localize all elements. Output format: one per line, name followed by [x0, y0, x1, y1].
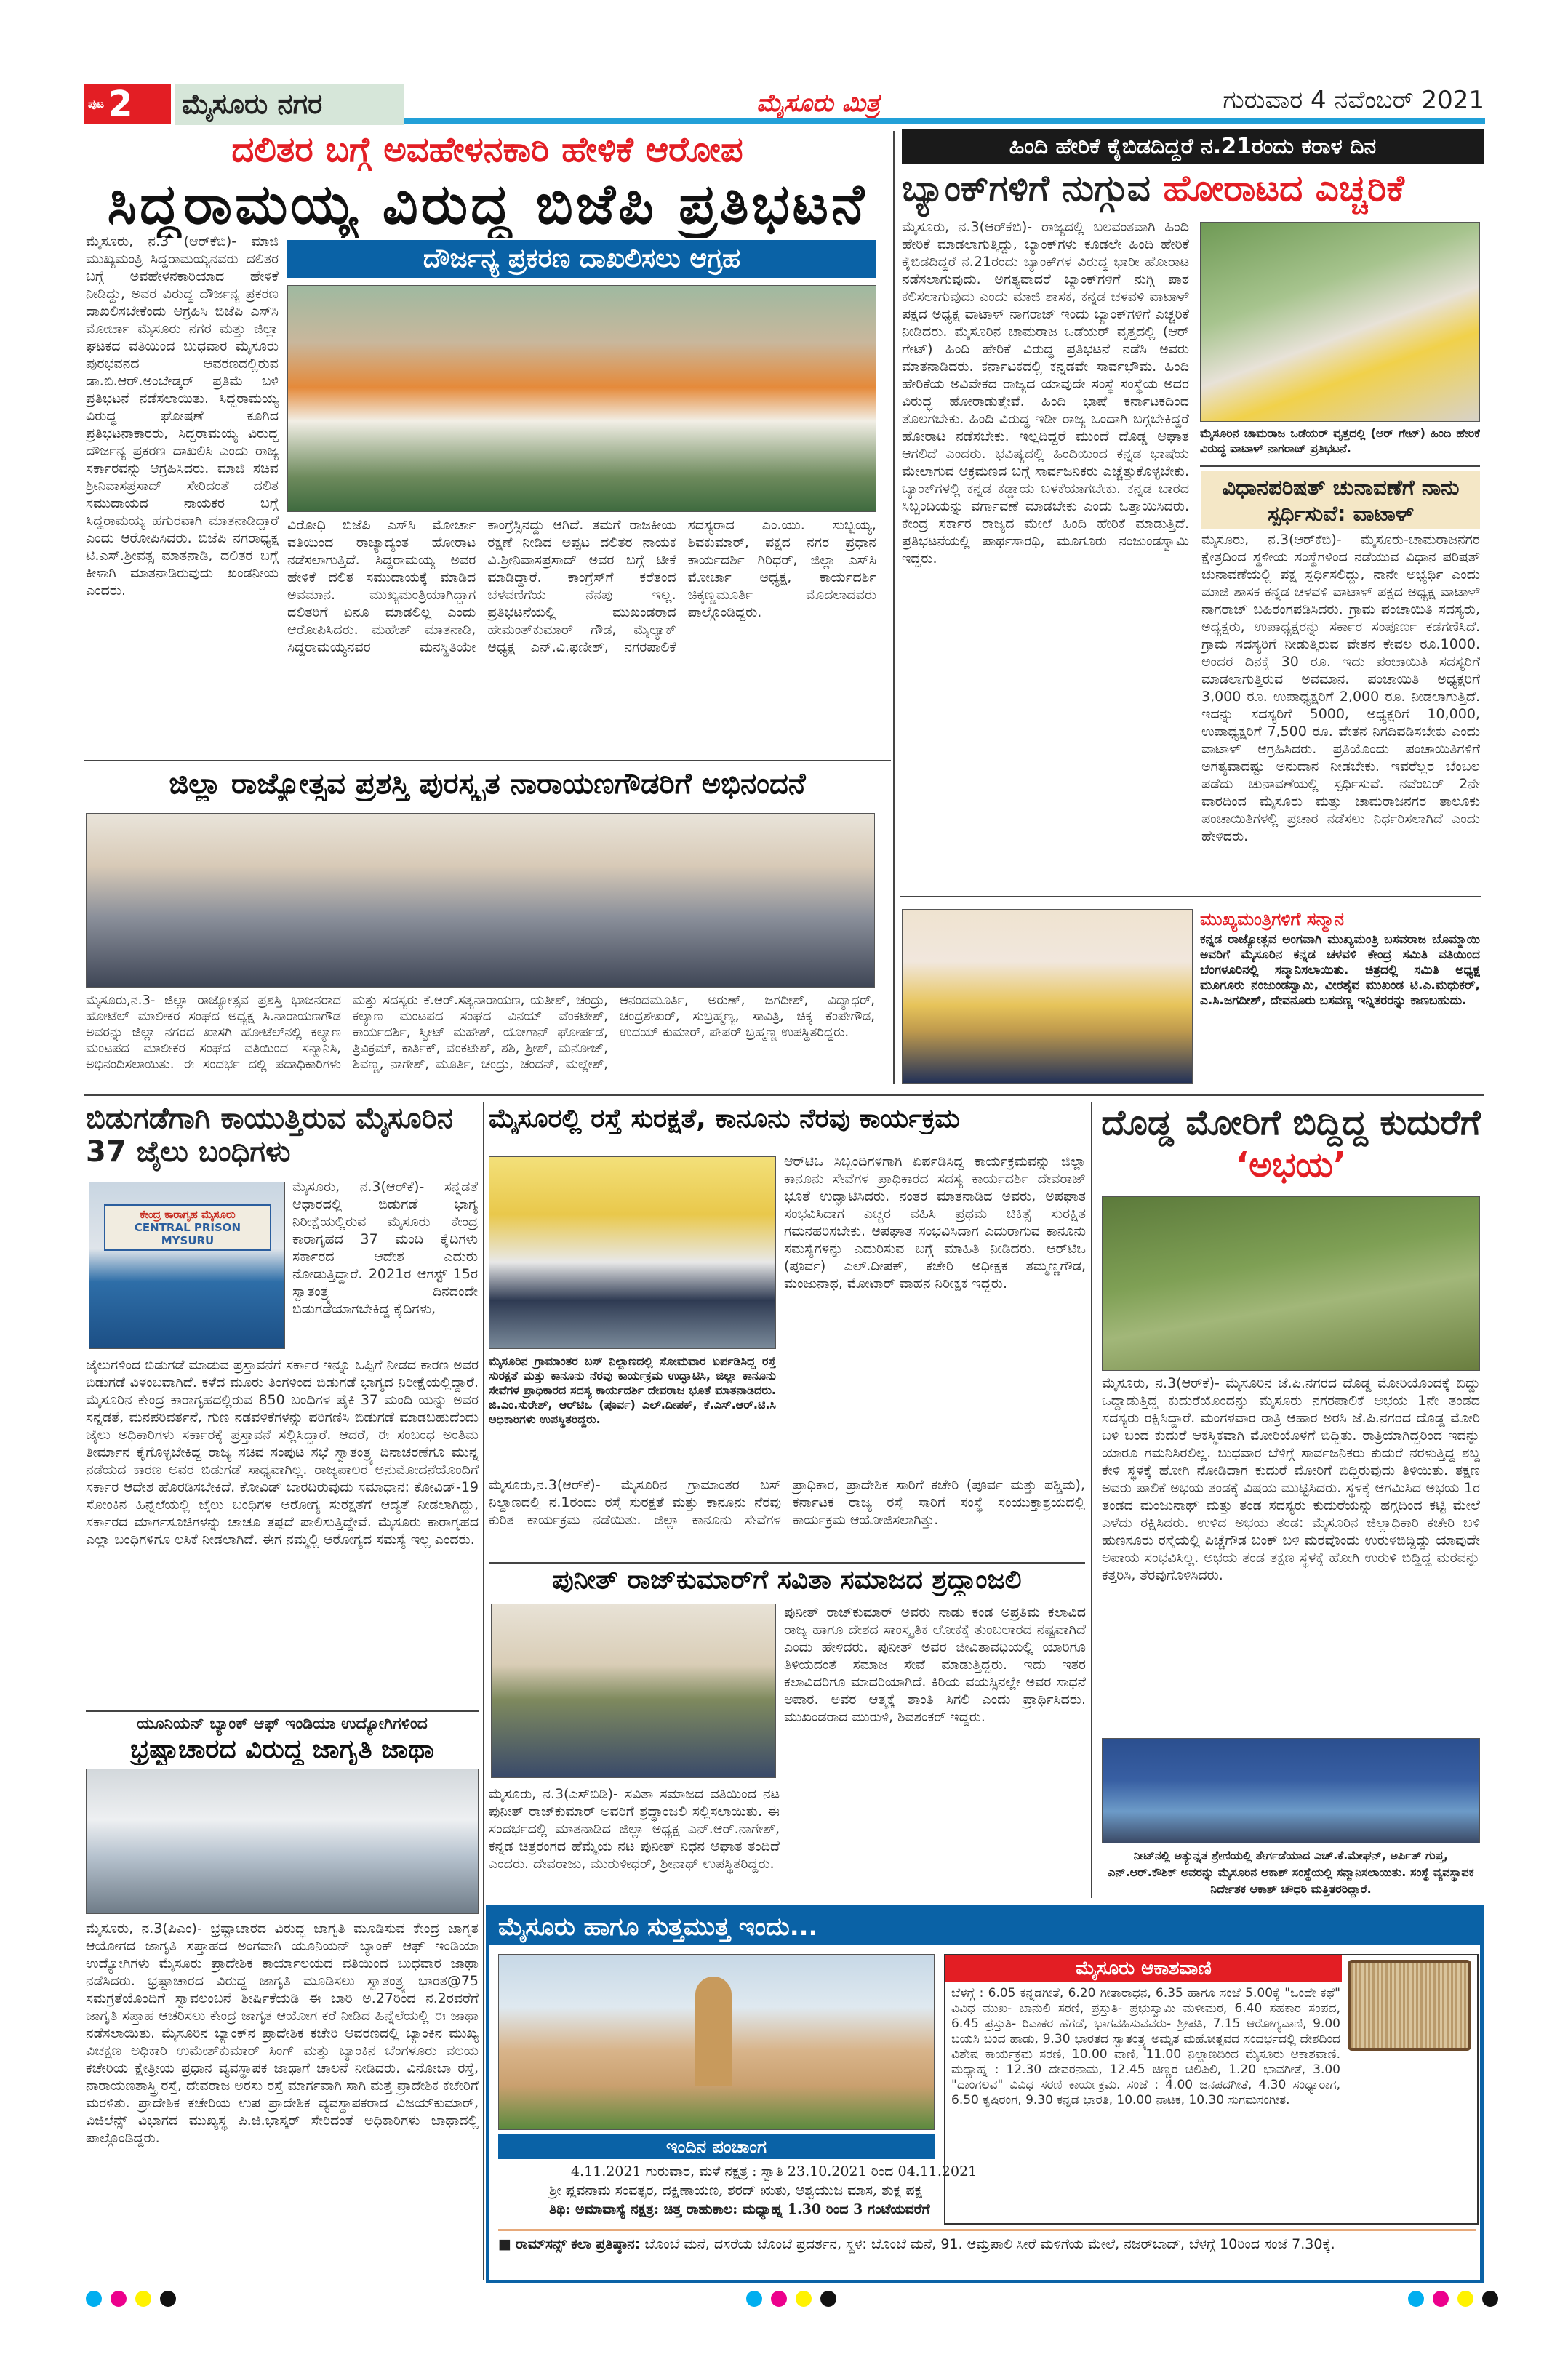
story6-body-right: ಮೈಸೂರು, ನ.3(ಆರ್‌ಕೆ)- ಸನ್ನಡತೆ ಆಧಾರದಲ್ಲಿ ಬಿಡುಗಡೆ ಭಾಗ್ಯ ನಿರೀಕ್ಷೆಯಲ್ಲಿರುವ ಮೈಸೂರು ಕೇಂದ್ರ ಕಾರಾಗೃಹದ 37 ಮಂದಿ ಕೈದಿಗಳು ಸರ್ಕಾರದ ಆದೇಶ ಎದುರು ನೋಡುತ್ತಿದ್ದಾರೆ. 2021ರ ಆಗಸ್ಟ್ 15ರ ಸ್ವಾತಂತ್ರ್ಯ ದಿನದಂದೇ ಬಿಡುಗಡೆಯಾಗಬೇಕಿದ್ದ ಕೈದಿಗಳು, [292, 1179, 478, 1317]
story2-body: ಮೈಸೂರು, ನ.3(ಆರ್‌ಕೆಬಿ)- ರಾಜ್ಯದಲ್ಲಿ ಬಲವಂತವಾಗಿ ಹಿಂದಿ ಹೇರಿಕೆ ಮಾಡಲಾಗುತ್ತಿದ್ದು, ಬ್ಯಾಂಕ್‌ಗಳು ಕೂಡಲೇ ಹಿಂದಿ ಹೇರಿಕೆ ಕೈಬಿಡದಿದ್ದರೆ ನ.21ರಂದು ಬ್ಯಾಂಕ್‌ಗಳ ವಿರುದ್ಧ ಭಾರೀ ಹೋರಾಟ ನಡೆಸಲಾಗುವುದು. ಅಗತ್ಯವಾದರೆ ಬ್ಯಾಂಕ್‌ಗಳಿಗೆ ನುಗ್ಗಿ ಪಾಠ ಕಲಿಸಲಾಗುವುದು ಎಂದು ಮಾಜಿ ಶಾಸಕ, ಕನ್ನಡ ಚಳವಳಿ ವಾಟಾಳ್ ಪಕ್ಷದ ಅಧ್ಯಕ್ಷ ವಾಟಾಳ್ ನಾಗರಾಜ್ ಇಂದು ಬ್ಯಾಂಕ್‌ಗಳಿಗೆ ಎಚ್ಚರಿಕೆ ನೀಡಿದರು. ಮೈಸೂರಿನ ಚಾಮರಾಜ ಒಡೆಯರ್ ವೃತ್ತದಲ್ಲಿ (ಆರ್ ಗೇಟ್) ಹಿಂದಿ ಹೇರಿಕೆ ವಿರುದ್ಧ ಪ್ರತಿಭಟನೆ ನಡೆಸಿ ಅವರು ಮಾತನಾಡಿದರು. ಕರ್ನಾಟಕದಲ್ಲಿ ಕನ್ನಡವೇ ಸಾರ್ವಭೌಮ. ಹಿಂದಿ ಹೇರಿಕೆಯ ಅವಿವೇಕದ ರಾಜ್ಯದ ಯಾವುದೇ ಸಂಸ್ಥೆ ಸಂಸ್ಥೆಯ ಅದರ ವಿರುದ್ಧ ಹೋರಾಡುತ್ತೇವೆ. ಹಿಂದಿ ಭಾಷೆ ಕರ್ನಾಟಕದಿಂದ ತೊಲಗಬೇಕು. ಹಿಂದಿ ವಿರುದ್ಧ ಇಡೀ ರಾಜ್ಯ ಒಂದಾಗಿ ಬಗ್ಗಬೇಕಿದ್ದರೆ ಹೋರಾಟ ನಡೆಸಬೇಕು. ಇಲ್ಲದಿದ್ದರೆ ಮುಂದೆ ದೊಡ್ಡ ಆಘಾತ ಆಗಲಿದೆ ಎಂದರು. ಭವಿಷ್ಯದಲ್ಲಿ ಹಿಂದಿಯಿಂದ ಕನ್ನಡ ಭಾಷೆಯ ಮೇಲಾಗುವ ಆಕ್ರಮಣದ ಬಗ್ಗೆ ಸಾರ್ವಜನಿಕರು ಎಚ್ಚೆತ್ತುಕೊಳ್ಳಬೇಕು. ಬ್ಯಾಂಕ್‌ಗಳಲ್ಲಿ ಕನ್ನಡ ಕಡ್ಡಾಯ ಬಳಕೆಯಾಗಬೇಕು. ಕನ್ನಡ ಬಾರದ ಸಿಬ್ಬಂದಿಯನ್ನು ವರ್ಗಾವಣೆ ಮಾಡಬೇಕು ಎಂದು ಒತ್ತಾಯಿಸಿದರು. ಕೇಂದ್ರ ಸರ್ಕಾರ ರಾಜ್ಯದ ಮೇಲೆ ಹಿಂದಿ ಹೇರಿಕೆ ಮಾಡುತ್ತಿದೆ. ಪ್ರತಿಭಟನೆಯಲ್ಲಿ ಪಾರ್ಥಸಾರಥಿ, ಮೂಗೂರು ನಂಜುಂಡಸ್ವಾಮಿ ಇದ್ದರು. [902, 219, 1189, 567]
story2-photo-caption: ಮೈಸೂರಿನ ಚಾಮರಾಜ ಒಡೆಯರ್ ವೃತ್ತದಲ್ಲಿ (ಆರ್ ಗೇಟ್) ಹಿಂದಿ ಹೇರಿಕೆ ವಿರುದ್ಧ ವಾಟಾಳ್ ನಾಗರಾಜ್ ಪ್ರತಿಭಟನೆ. [1200, 426, 1480, 455]
bjp-protest-photo [287, 285, 876, 512]
panchanga-title: ಇಂದಿನ ಪಂಚಾಂಗ [498, 2134, 935, 2159]
story7-headline: ಭ್ರಷ್ಟಾಚಾರದ ವಿರುದ್ಧ ಜಾಗೃತಿ ಜಾಥಾ [130, 1734, 434, 1764]
column-rule [1091, 1102, 1092, 1898]
radio-title: ಮೈಸೂರು ಆಕಾಶವಾಣಿ [945, 1955, 1342, 1982]
story2-headline-red: ಹೋರಾಟದ ಎಚ್ಚರಿಕೆ [1163, 167, 1404, 209]
story2-headline-black: ಬ್ಯಾಂಕ್‌ಗಳಿಗೆ ನುಗ್ಗುವ [902, 167, 1151, 209]
palace-dome [695, 1977, 732, 2086]
paper-logo: ಮೈಸೂರು ಮಿತ್ರ [756, 89, 880, 118]
today-title: ಮೈಸೂರು ಹಾಗೂ ಸುತ್ತಮುತ್ತ ಇಂದು... [489, 1909, 1480, 1945]
story7-kicker: ಯೂನಿಯನ್ ಬ್ಯಾಂಕ್ ಆಫ್ ಇಂಡಿಯಾ ಉದ್ಯೋಗಿಗಳಿಂದ [137, 1715, 428, 1733]
page-number: 2 [108, 83, 133, 124]
story6-headline: ಬಿಡುಗಡೆಗಾಗಿ ಕಾಯುತ್ತಿರುವ ಮೈಸೂರಿನ 37 ಜೈಲು ಬಂಧಿಗಳು [86, 1102, 454, 1169]
panchanga-rule [498, 2229, 1476, 2231]
story1-body-left: ಮೈಸೂರು, ನ.3 (ಆರ್‌ಕೆಬಿ)- ಮಾಜಿ ಮುಖ್ಯಮಂತ್ರಿ ಸಿದ್ದರಾಮಯ್ಯನವರು ದಲಿತರ ಬಗ್ಗೆ ಅವಹೇಳನಕಾರಿಯಾದ ಹೇಳಿಕೆ ನೀಡಿದ್ದು, ಅವರ ವಿರುದ್ಧ ದೌರ್ಜನ್ಯ ಪ್ರಕರಣ ದಾಖಲಿಸಬೇಕೆಂದು ಆಗ್ರಹಿಸಿ ಬಿಜೆಪಿ ಎಸ್‌ಸಿ ಮೋರ್ಚಾ ಮೈಸೂರು ನಗರ ಮತ್ತು ಜಿಲ್ಲಾ ಘಟಕದ ವತಿಯಿಂದ ಬುಧವಾರ ಮೈಸೂರು ಪುರಭವನದ ಆವರಣದಲ್ಲಿರುವ ಡಾ.ಬಿ.ಆರ್.ಅಂಬೇಡ್ಕರ್ ಪ್ರತಿಮೆ ಬಳಿ ಪ್ರತಿಭಟನೆ ನಡೆಸಲಾಯಿತು. ಸಿದ್ದರಾಮಯ್ಯ ವಿರುದ್ಧ ಘೋಷಣೆ ಕೂಗಿದ ಪ್ರತಿಭಟನಾಕಾರರು, ಸಿದ್ದರಾಮಯ್ಯ ವಿರುದ್ಧ ದೌರ್ಜನ್ಯ ಪ್ರಕರಣ ದಾಖಲಿಸಿ ಎಂದು ರಾಜ್ಯ ಸರ್ಕಾರವನ್ನು ಆಗ್ರಹಿಸಿದರು. ಮಾಜಿ ಸಚಿವ ಶ್ರೀನಿವಾಸಪ್ರಸಾದ್ ಸೇರಿದಂತೆ ದಲಿತ ಸಮುದಾಯದ ನಾಯಕರ ಬಗ್ಗೆ ಸಿದ್ದರಾಮಯ್ಯ ಹಗುರವಾಗಿ ಮಾತನಾಡಿದ್ದಾರೆ ಎಂದು ಆರೋಪಿಸಿದರು. ಬಿಜೆಪಿ ನಗರಾಧ್ಯಕ್ಷ ಟಿ.ಎಸ್.ಶ್ರೀವತ್ಸ ಮಾತನಾಡಿ, ದಲಿತರ ಬಗ್ಗೆ ಕೀಳಾಗಿ ಮಾತನಾಡಿರುವುದು ಖಂಡನೀಯ ಎಂದರು. [86, 233, 279, 598]
column-rule [893, 131, 895, 1084]
story1-subhead: ದೌರ್ಜನ್ಯ ಪ್ರಕರಣ ದಾಖಲಿಸಲು ಆಗ್ರಹ [287, 240, 876, 278]
event-listing [498, 2235, 1476, 2254]
narayanagowda-felicitation-photo [86, 813, 875, 988]
bullet-icon: ■ [498, 2236, 516, 2252]
page-number-badge [84, 84, 171, 124]
registration-marks-left [81, 2291, 180, 2310]
story10-headline [1098, 1102, 1484, 1186]
story10-headline-red: ‘ಅಭಯ’ [1235, 1145, 1347, 1185]
prison-sign [104, 1204, 271, 1251]
page-label: ಪುಟ [88, 97, 105, 111]
story8-caption: ಮೈಸೂರಿನ ಗ್ರಾಮಾಂತರ ಬಸ್ ನಿಲ್ದಾಣದಲ್ಲಿ ಸೋಮವಾರ ಏರ್ಪಡಿಸಿದ್ದ ರಸ್ತೆ ಸುರಕ್ಷತೆ ಮತ್ತು ಕಾನೂನು ನೆರವು ಕಾರ್ಯಕ್ರಮ ಉದ್ಘಾಟಿಸಿ, ಜಿಲ್ಲಾ ಕಾನೂನು ಸೇವೆಗಳ ಪ್ರಾಧಿಕಾರದ ಸದಸ್ಯ ಕಾರ್ಯದರ್ಶಿ ದೇವರಾಜ ಭೂತೆ ಮಾತನಾಡಿದರು. ಜಿ.ಎಂ.ಸುರೇಶ್, ಆರ್‌ಟಿಒ (ಪೂರ್ವ) ಎಲ್.ದೀಪಕ್, ಕೆ.ಎಸ್.ಆರ್.ಟಿ.ಸಿ ಅಧಿಕಾರಿಗಳು ಉಪಸ್ಥಿತರಿದ್ದರು. [489, 1354, 776, 1426]
story10-headline-black: ದೊಡ್ಡ ಮೋರಿಗೆ ಬಿದ್ದಿದ್ದ ಕುದುರೆಗೆ [1101, 1102, 1481, 1143]
section-title: ಮೈಸೂರು ನಗರ [175, 84, 404, 125]
story8-body-right: ಆರ್‌ಟಿಒ ಸಿಬ್ಬಂದಿಗಳಿಗಾಗಿ ಏರ್ಪಡಿಸಿದ್ದ ಕಾರ್ಯಕ್ರಮವನ್ನು ಜಿಲ್ಲಾ ಕಾನೂನು ಸೇವೆಗಳ ಪ್ರಾಧಿಕಾರದ ಸದಸ್ಯ ಕಾರ್ಯದರ್ಶಿ ದೇವರಾಜ್ ಭೂತೆ ಉದ್ಘಾಟಿಸಿದರು. ನಂತರ ಮಾತನಾಡಿದ ಅವರು, ಅಪಘಾತ ಸಂಭವಿಸಿದಾಗ ಎಚ್ಚರ ವಹಿಸಿ ಪ್ರಥಮ ಚಿಕಿತ್ಸೆ ಸುರಕ್ಷಿತ ಗಮನಹರಿಸಬೇಕು. ಅಪಘಾತ ಸಂಭವಿಸಿದಾಗ ಎದುರಾಗುವ ಕಾನೂನು ಸಮಸ್ಯೆಗಳನ್ನು ಎದುರಿಸುವ ಬಗ್ಗೆ ಮಾಹಿತಿ ನೀಡಿದರು. ಆರ್‌ಟಿಒ (ಪೂರ್ವ) ಎಲ್.ದೀಪಕ್, ಕಚೇರಿ ಅಧೀಕ್ಷಕ ತಮ್ಮಣ್ಣಗೌಡ, ಮಂಜುನಾಥ, ಮೋಟಾರ್ ವಾಹನ ನಿರೀಕ್ಷಕ ಇದ್ದರು. [784, 1153, 1086, 1292]
radio-icon [1348, 1960, 1471, 2051]
issue-date: ಗುರುವಾರ 4 ನವೆಂಬರ್ 2021 [1223, 86, 1484, 115]
masthead-rule [404, 118, 1485, 124]
story1-kicker: ದಲಿತರ ಬಗ್ಗೆ ಅವಹೇಳನಕಾರಿ ಹೇಳಿಕೆ ಆರೋಪ [231, 129, 743, 170]
story3-body: ಮೈಸೂರು, ನ.3(ಆರ್‌ಕೆಬಿ)- ಮೈಸೂರು-ಚಾಮರಾಜನಗರ ಕ್ಷೇತ್ರದಿಂದ ಸ್ಥಳೀಯ ಸಂಸ್ಥೆಗಳಿಂದ ನಡೆಯುವ ವಿಧಾನ ಪರಿಷತ್ ಚುನಾವಣೆಯಲ್ಲಿ ಪಕ್ಷ ಸ್ಪರ್ಧಿಸಲಿದ್ದು, ನಾನೇ ಅಭ್ಯರ್ಥಿ ಎಂದು ಮಾಜಿ ಶಾಸಕ ಕನ್ನಡ ಚಳವಳಿ ವಾಟಾಳ್ ಪಕ್ಷದ ಅಧ್ಯಕ್ಷ ವಾಟಾಳ್ ನಾಗರಾಜ್ ಬಹಿರಂಗಪಡಿಸಿದರು. ಗ್ರಾಮ ಪಂಚಾಯಿತಿ ಸದಸ್ಯರು, ಅಧ್ಯಕ್ಷರು, ಉಪಾಧ್ಯಕ್ಷರನ್ನು ಸರ್ಕಾರ ಸಂಪೂರ್ಣ ಕಡೆಗಣಿಸಿದೆ. ಗ್ರಾಮ ಸದಸ್ಯರಿಗೆ ನೀಡುತ್ತಿರುವ ವೇತನ ಕೇವಲ ರೂ.1000. ಅಂದರೆ ದಿನಕ್ಕೆ 30 ರೂ. ಇದು ಪಂಚಾಯಿತಿ ಸದಸ್ಯರಿಗೆ ಮಾಡಲಾಗುತ್ತಿರುವ ಅವಮಾನ. ಪಂಚಾಯಿತಿ ಅಧ್ಯಕ್ಷರಿಗೆ 3,000 ರೂ. ಉಪಾಧ್ಯಕ್ಷರಿಗೆ 2,000 ರೂ. ನೀಡಲಾಗುತ್ತಿದೆ. ಇದನ್ನು ಸದಸ್ಯರಿಗೆ 5000, ಅಧ್ಯಕ್ಷರಿಗೆ 10,000, ಉಪಾಧ್ಯಕ್ಷರಿಗೆ 7,500 ರೂ. ವೇತನ ನಿಗದಿಪಡಿಸಬೇಕು ಎಂದು ವಾಟಾಳ್ ಆಗ್ರಹಿಸಿದರು. ಪ್ರತಿಯೊಂದು ಪಂಚಾಯಿತಿಗಳಿಗೆ ಅಗತ್ಯವಾದಷ್ಟು ಅನುದಾನ ನೀಡಬೇಕು. ಇವರೆಲ್ಲರ ಬೆಂಬಲ ಪಡೆದು ಚುನಾವಣೆಯಲ್ಲಿ ಸ್ಪರ್ಧಿಸುವೆ. ನವೆಂಬರ್ 2ನೇ ವಾರದಿಂದ ಮೈಸೂರು ಮತ್ತು ಚಾಮರಾಜನಗರ ತಾಲೂಕು ಪಂಚಾಯಿತಿಗಳಲ್ಲಿ ಪ್ರಚಾರ ನಡೆಸಲು ನಿರ್ಧರಿಸಲಾಗಿದೆ ಎಂದು ಹೇಳಿದರು. [1201, 532, 1480, 844]
story5-caption: ಕನ್ನಡ ರಾಜ್ಯೋತ್ಸವ ಅಂಗವಾಗಿ ಮುಖ್ಯಮಂತ್ರಿ ಬಸವರಾಜ ಬೊಮ್ಮಾಯಿ ಅವರಿಗೆ ಮೈಸೂರಿನ ಕನ್ನಡ ಚಳವಳಿ ಕೇಂದ್ರ ಸಮಿತಿ ವತಿಯಿಂದ ಬೆಂಗಳೂರಿನಲ್ಲಿ ಸನ್ಮಾನಿಸಲಾಯಿತು. ಚಿತ್ರದಲ್ಲಿ ಸಮಿತಿ ಅಧ್ಯಕ್ಷ ಮೂಗೂರು ನಂಜುಂಡಸ್ವಾಮಿ, ವೀರಶೈವ ಮುಖಂಡ ಟಿ.ಎ.ಮಧುಕರ್, ಎ.ಸಿ.ಜಗದೀಶ್, ದೇವನೂರು ಬಸವಣ್ಣ ಇನ್ನಿತರರನ್ನು ಕಾಣಬಹುದು. [1200, 932, 1480, 1008]
puneeth-tribute-photo [491, 1604, 776, 1778]
mysore-palace-photo [498, 1954, 935, 2130]
awareness-jatha-photo [86, 1769, 479, 1914]
event-title: ರಾಮ್‌ಸನ್ಸ್ ಕಲಾ ಪ್ರತಿಷ್ಠಾನ: [516, 2236, 641, 2252]
panchanga-line: ಶ್ರೀ ಪ್ಲವನಾಮ ಸಂವತ್ಸರ, ದಕ್ಷಿಣಾಯಣ, ಶರದ್ ಋತು, ಆಶ್ವಯುಜ ಮಾಸ, ಶುಕ್ಲ ಪಕ್ಷ [549, 2182, 922, 2198]
story8-headline: ಮೈಸೂರಲ್ಲಿ ರಸ್ತೆ ಸುರಕ್ಷತೆ, ಕಾನೂನು ನೆರವು ಕಾರ್ಯಕ್ರಮ [489, 1104, 960, 1134]
prison-sign-english: CENTRAL PRISON MYSURU [134, 1221, 241, 1247]
story3-headline: ವಿಧಾನಪರಿಷತ್ ಚುನಾವಣೆಗೆ ನಾನು ಸ್ಪರ್ಧಿಸುವೆ: ವಾಟಾಳ್ [1201, 471, 1480, 529]
divider [900, 896, 1481, 897]
radio-schedule: ಬೆಳಗ್ಗೆ : 6.05 ಕನ್ನಡಗೀತೆ, 6.20 ಗೀತಾರಾಧನ, 6.35 ಹಾಗೂ ಸಂಜೆ 5.00ಕ್ಕೆ "ಒಂದೇ ಕಥೆ" ವಿವಿಧ ಮುಖ- ಬಾನುಲಿ ಸರಣಿ, ಪ್ರಸ್ತುತಿ- ಪ್ರಭುಸ್ವಾಮಿ ಮಳೀಮಠ, 6.40 ಸಹಕಾರ ಸಂಪದ, 6.45 ಪ್ರಸ್ತುತಿ- ರಿವಾಕರ ಹೆಗಡೆ, ಭಾಗವಹಿಸುವವರು- ಶ್ರೀಪತಿ, 7.15 ಆರೋಗ್ಯವಾಣಿ, 9.00 ಬಯಸಿ ಬಂದ ಹಾಡು, 9.30 ಭಾರತದ ಸ್ವಾತಂತ್ರ್ಯ ಅಮೃತ ಮಹೋತ್ಸವದ ಸಂದರ್ಭದಲ್ಲಿ ದೇಶದಿಂದ ವಿಶೇಷ ಕಾರ್ಯಕ್ರಮ ಸರಣಿ, 10.00 ವಾಣಿ, 11.00 ನಿಲ್ದಾಣದಿಂದ ಮೈಸೂರು ಆಕಾಶವಾಣಿ. ಮಧ್ಯಾಹ್ನ : 12.30 ದೇವರನಾಮ, 12.45 ಚಿಣ್ಣರ ಚಿಲಿಪಿಲಿ, 1.20 ಭಾವಗೀತೆ, 3.00 "ದಾಂಗಲವ" ವಿವಿಧ ಸರಣಿ ಕಾರ್ಯಕ್ರಮ. ಸಂಜೆ : 4.00 ಜನಪದಗೀತೆ, 4.30 ಸಂಧ್ಯಾರಾಗ, 6.50 ಕೃಷಿರಂಗ, 9.30 ಕನ್ನಡ ಭಾರತಿ, 10.00 ನಾಟಕ, 10.30 ಸುಗಮಸಂಗೀತ. [951, 1986, 1340, 2107]
story2-headline [902, 167, 1484, 210]
story9-body: ಮೈಸೂರು, ನ.3(ಎಸ್‌ಬಿಡಿ)- ಸವಿತಾ ಸಮಾಜದ ವತಿಯಿಂದ ನಟ ಪುನೀತ್ ರಾಜ್‌ಕುಮಾರ್ ಅವರಿಗೆ ಶ್ರದ್ಧಾಂಜಲಿ ಸಲ್ಲಿಸಲಾಯಿತು. ಈ ಸಂದರ್ಭದಲ್ಲಿ ಮಾತನಾಡಿದ ಜಿಲ್ಲಾ ಅಧ್ಯಕ್ಷ ಎನ್.ಆರ್.ನಾಗೇಶ್, ಕನ್ನಡ ಚಿತ್ರರಂಗದ ಹೆಮ್ಮೆಯ ನಟ ಪುನೀತ್ ನಿಧನ ಆಘಾತ ತಂದಿದೆ ಎಂದರು. ದೇವರಾಜು, ಮುರುಳೀಧರ್, ಶ್ರೀನಾಥ್ ಉಪಸ್ಥಿತರಿದ್ದರು. [489, 1786, 780, 1872]
road-safety-photo [489, 1156, 776, 1349]
divider [489, 1562, 1085, 1564]
prison-sign-kannada: ಕೇಂದ್ರ ಕಾರಾಗೃಹ ಮೈಸೂರು [140, 1208, 236, 1221]
story1-headline: ಸಿದ್ದರಾಮಯ್ಯ ವಿರುದ್ಧ ಬಿಜೆಪಿ ಪ್ರತಿಭಟನೆ [107, 172, 868, 236]
registration-marks-center [742, 2291, 841, 2310]
story10-body: ಮೈಸೂರು, ನ.3(ಆರ್‌ಕೆ)- ಮೈಸೂರಿನ ಜೆ.ಪಿ.ನಗರದ ದೊಡ್ಡ ಮೋರಿಯೊಂದಕ್ಕೆ ಬಿದ್ದು ಒದ್ದಾಡುತ್ತಿದ್ದ ಕುದುರೆಯೊಂದನ್ನು ಮೈಸೂರು ನಗರಪಾಲಿಕೆ ಅಭಯ 1ನೇ ತಂಡದ ಸದಸ್ಯರು ರಕ್ಷಿಸಿದ್ದಾರೆ. ಮಂಗಳವಾರ ರಾತ್ರಿ ಆಹಾರ ಅರಸಿ ಜೆ.ಪಿ.ನಗರದ ದೊಡ್ಡ ಮೋರಿ ಬಳಿ ಬಂದ ಕುದುರೆ ಆಕಸ್ಮಿಕವಾಗಿ ಮೋರಿಯೊಳಗೆ ಬಿದ್ದಿತು. ರಾತ್ರಿಯಾಗಿದ್ದರಿಂದ ಇದನ್ನು ಯಾರೂ ಗಮನಿಸಿರಲಿಲ್ಲ. ಬುಧವಾರ ಬೆಳಿಗ್ಗೆ ಸಾರ್ವಜನಿಕರು ಕುದುರೆ ನರಳುತ್ತಿದ್ದ ಶಬ್ದ ಕೇಳಿ ಸ್ಥಳಕ್ಕೆ ಹೋಗಿ ನೋಡಿದಾಗ ಕುದುರೆ ಮೋರಿಗೆ ಬಿದ್ದಿರುವುದು ತಿಳಿಯಿತು. ತಕ್ಷಣ ಅವರು ಪಾಲಿಕೆ ಅಭಯ ತಂಡಕ್ಕೆ ವಿಷಯ ಮುಟ್ಟಿಸಿದರು. ಸ್ಥಳಕ್ಕೆ ಆಗಮಿಸಿದ ಅಭಯ 1ರ ತಂಡದ ಮಂಜುನಾಥ್ ಮತ್ತು ತಂಡ ಸದಸ್ಯರು ಕುದುರೆಯನ್ನು ಹಗ್ಗದಿಂದ ಕಟ್ಟಿ ಮೇಲೆ ಎಳೆದು ರಕ್ಷಿಸಿದರು. ಉಳಿದ ಅಭಯ ತಂಡ: ಮೈಸೂರಿನ ಜಿಲ್ಲಾಧಿಕಾರಿ ಕಚೇರಿ ಬಳಿ ಹುಣಸೂರು ರಸ್ತೆಯಲ್ಲಿ ಪಿಚ್ಚೆಗೌಡ ಬಂಕ್ ಬಳಿ ಮರವೊಂದು ಉರುಳಿಬಿದ್ದಿದ್ದು ಯಾವುದೇ ಅಪಾಯ ಸಂಭವಿಸಿಲ್ಲ. ಅಭಯ ತಂಡ ತಕ್ಷಣ ಸ್ಥಳಕ್ಕೆ ಹೋಗಿ ಉರುಳಿ ಬಿದ್ದಿದ್ದ ಮರವನ್ನು ಕತ್ತರಿಸಿ, ತೆರವುಗೊಳಿಸಿದರು. [1102, 1375, 1480, 1583]
story9-headline: ಪುನೀತ್ ರಾಜ್‌ಕುಮಾರ್‌ಗೆ ಸವಿತಾ ಸಮಾಜದ ಶ್ರದ್ಧಾಂಜಲಿ [552, 1565, 1022, 1595]
divider [1200, 465, 1480, 467]
cm-felicitation-photo [902, 909, 1193, 1084]
horse-rescue-photo [1102, 1196, 1480, 1371]
neet-caption: ನೀಟ್‌ನಲ್ಲಿ ಅತ್ಯುನ್ನತ ಶ್ರೇಣಿಯಲ್ಲಿ ತೇರ್ಗಡೆಯಾದ ಎಚ್.ಕೆ.ಮೇಘನ್, ಅರ್ಪಿತ್ ಗುಪ್ತ, ಎನ್.ಆರ್.ಕೌಶಿಕ್ ಅವರನ್ನು ಮೈಸೂರಿನ ಆಕಾಶ್ ಸಂಸ್ಥೆಯಲ್ಲಿ ಸನ್ಮಾನಿಸಲಾಯಿತು. ಸಂಸ್ಥೆ ವ್ಯವಸ್ಥಾಪಕ ನಿರ್ದೇಶಕ ಆಕಾಶ್ ಚೌಧರಿ ಮತ್ತಿತರರಿದ್ದಾರೆ. [1108, 1849, 1474, 1896]
divider [84, 1094, 1484, 1096]
registration-marks-right [1404, 2291, 1503, 2310]
story8-body: ಮೈಸೂರು,ನ.3(ಆರ್‌ಕೆ)- ಮೈಸೂರಿನ ಗ್ರಾಮಾಂತರ ಬಸ್ ನಿಲ್ದಾಣದಲ್ಲಿ ನ.1ರಂದು ರಸ್ತೆ ಸುರಕ್ಷತೆ ಮತ್ತು ಕಾನೂನು ನೆರವು ಕುರಿತ ಕಾರ್ಯಕ್ರಮ ನಡೆಯಿತು. ಜಿಲ್ಲಾ ಕಾನೂನು ಸೇವೆಗಳ ಪ್ರಾಧಿಕಾರ, ಪ್ರಾದೇಶಿಕ ಸಾರಿಗೆ ಕಚೇರಿ (ಪೂರ್ವ ಮತ್ತು ಪಶ್ಚಿಮ), ಕರ್ನಾಟಕ ರಾಜ್ಯ ರಸ್ತೆ ಸಾರಿಗೆ ಸಂಸ್ಥೆ ಸಂಯುಕ್ತಾಶ್ರಯದಲ್ಲಿ ಕಾರ್ಯಕ್ರಮ ಆಯೋಜಿಸಲಾಗಿತ್ತು. [489, 1477, 1085, 1528]
story6-body: ಜೈಲುಗಳಿಂದ ಬಿಡುಗಡೆ ಮಾಡುವ ಪ್ರಸ್ತಾವನೆಗೆ ಸರ್ಕಾರ ಇನ್ನೂ ಒಪ್ಪಿಗೆ ನೀಡದ ಕಾರಣ ಅವರ ಬಿಡುಗಡೆ ವಿಳಂಬವಾಗಿದೆ. ಕಳೆದ ಮೂರು ತಿಂಗಳಿಂದ ಬಿಡುಗಡೆ ಭಾಗ್ಯದ ನಿರೀಕ್ಷೆಯಲ್ಲಿದ್ದಾರೆ. ಮೈಸೂರಿನ ಕೇಂದ್ರ ಕಾರಾಗೃಹದಲ್ಲಿರುವ 850 ಬಂಧಿಗಳ ಪೈಕಿ 37 ಮಂದಿ ಯನ್ನು ಅವರ ಸನ್ನಡತೆ, ಮನಪರಿವರ್ತನೆ, ಗುಣ ನಡವಳಿಕೆಗಳನ್ನು ಪರಿಗಣಿಸಿ ಬಿಡುಗಡೆ ಮಾಡಬಹುದೆಂದು ಜೈಲು ಅಧಿಕಾರಿಗಳು ಸರ್ಕಾರಕ್ಕೆ ಪ್ರಸ್ತಾವನೆ ಸಲ್ಲಿಸಿದ್ದಾರೆ. ಆದರೆ, ಈ ಸಂಬಂಧ ಅಂತಿಮ ತೀರ್ಮಾನ ಕೈಗೊಳ್ಳಬೇಕಿದ್ದ ರಾಜ್ಯ ಸಚಿವ ಸಂಪುಟ ಸಭೆ ಸ್ವಾತಂತ್ರ್ಯ ದಿನಾಚರಣೆಗೂ ಮುನ್ನ ನಡೆಯದ ಕಾರಣ ಅವರ ಬಿಡುಗಡೆ ಸಾಧ್ಯವಾಗಿಲ್ಲ. ರಾಜ್ಯಪಾಲರ ಅನುಮೋದನೆಯೊಂದಿಗೆ ಸರ್ಕಾರ ಆದೇಶ ಹೊರಡಿಸಬೇಕಿದೆ. ಕೋವಿಡ್ ಬಾರದಿರುವುದು ಸಮಾಧಾನ: ಕೋವಿಡ್-19 ಸೋಂಕಿನ ಹಿನ್ನೆಲೆಯಲ್ಲಿ ಜೈಲು ಬಂಧಿಗಳ ಆರೋಗ್ಯ ಸುರಕ್ಷತೆಗೆ ಆದ್ಯತೆ ನೀಡಲಾಗಿದ್ದು, ಸರ್ಕಾರದ ಮಾರ್ಗಸೂಚಿಗಳನ್ನು ಚಾಚೂ ತಪ್ಪದೆ ಪಾಲಿಸುತ್ತಿದ್ದೇವೆ. ಮೈಸೂರು ಕಾರಾಗೃಹದ ಎಲ್ಲಾ ಬಂಧಿಗಳಿಗೂ ಲಸಿಕೆ ನೀಡಲಾಗಿದೆ. ಈಗ ನಮ್ಮಲ್ಲಿ ಆರೋಗ್ಯದ ಸಮಸ್ಯೆ ಇಲ್ಲ ಎಂದರು. [86, 1357, 479, 1548]
divider [86, 1710, 479, 1712]
panchanga-line: ತಿಥಿ: ಅಮಾವಾಸ್ಯೆ ನಕ್ಷತ್ರ: ಚಿತ್ತ ರಾಹುಕಾಲ: ಮಧ್ಯಾಹ್ನ 1.30 ರಿಂದ 3 ಗಂಟೆಯವರೆಗೆ [549, 2201, 930, 2217]
story2-kicker: ಹಿಂದಿ ಹೇರಿಕೆ ಕೈಬಿಡದಿದ್ದರೆ ನ.21ರಂದು ಕರಾಳ ದಿನ [902, 129, 1484, 164]
today-box [486, 1905, 1484, 2283]
event-text: ಬೊಂಬೆ ಮನೆ, ದಸರೆಯ ಬೊಂಬೆ ಪ್ರದರ್ಶನ, ಸ್ಥಳ: ಬೊಂಬೆ ಮನೆ, 91. ಆಮ್ರಪಾಲಿ ಸೀರೆ ಮಳಿಗೆಯ ಮೇಲೆ, ನಜರ್‌ಬಾದ್, ಬೆಳಗ್ಗೆ 10ರಿಂದ ಸಂಜೆ 7.30ಕ್ಕೆ. [644, 2236, 1335, 2252]
story9-body-right: ಪುನೀತ್ ರಾಜ್‌ಕುಮಾರ್ ಅವರು ನಾಡು ಕಂಡ ಅಪ್ರತಿಮ ಕಲಾವಿದ ರಾಜ್ಯ ಹಾಗೂ ದೇಶದ ಸಾಂಸ್ಕೃತಿಕ ಲೋಕಕ್ಕೆ ತುಂಬಲಾರದ ನಷ್ಟವಾಗಿದೆ ಎಂದು ಹೇಳಿದರು. ಪುನೀತ್ ಅವರ ಜೀವಿತಾವಧಿಯಲ್ಲಿ ಯಾರಿಗೂ ತಿಳಿಯದಂತೆ ಸಮಾಜ ಸೇವೆ ಮಾಡುತ್ತಿದ್ದರು. ಇದು ಇತರ ಕಲಾವಿದರಿಗೂ ಮಾದರಿಯಾಗಿದೆ. ಕಿರಿಯ ವಯಸ್ಸಿನಲ್ಲೇ ಅವರ ಸಾಧನೆ ಅಪಾರ. ಅವರ ಆತ್ಮಕ್ಕೆ ಶಾಂತಿ ಸಿಗಲಿ ಎಂದು ಪ್ರಾರ್ಥಿಸಿದರು. ಮುಖಂಡರಾದ ಮುರುಳಿ, ಶಿವಶಂಕರ್ ಇದ್ದರು. [784, 1604, 1086, 1725]
story5-kicker: ಮುಖ್ಯಮಂತ್ರಿಗಳಿಗೆ ಸನ್ಮಾನ [1200, 909, 1344, 929]
story1-body-bottom: ವಿರೋಧಿ ಬಿಜೆಪಿ ಎಸ್‌ಸಿ ಮೋರ್ಚಾ ವತಿಯಿಂದ ರಾಜ್ಯಾದ್ಯಂತ ಹೋರಾಟ ನಡೆಸಲಾಗುತ್ತಿದೆ. ಸಿದ್ದರಾಮಯ್ಯ ಅವರ ಹೇಳಿಕೆ ದಲಿತ ಸಮುದಾಯಕ್ಕೆ ಮಾಡಿದ ಅವಮಾನ. ಮುಖ್ಯಮಂತ್ರಿಯಾಗಿದ್ದಾಗ ದಲಿತರಿಗೆ ಏನೂ ಮಾಡಲಿಲ್ಲ ಎಂದು ಆರೋಪಿಸಿದರು. ಮಹೇಶ್ ಮಾತನಾಡಿ, ಸಿದ್ದರಾಮಯ್ಯನವರ ಮನಸ್ಥಿತಿಯೇ ಕಾಂಗ್ರೆಸ್ಸಿನದ್ದು ಆಗಿದೆ. ತಮಗೆ ರಾಜಕೀಯ ರಕ್ಷಣೆ ನೀಡಿದ ಅಪ್ಪಟ ದಲಿತರ ನಾಯಕ ವಿ.ಶ್ರೀನಿವಾಸಪ್ರಸಾದ್ ಅವರ ಬಗ್ಗೆ ಟೀಕೆ ಮಾಡಿದ್ದಾರೆ. ಕಾಂಗ್ರೆಸ್‌ಗೆ ಕರೆತಂದ ಬೆಳವಣಿಗೆಯ ನೆನಪು ಇಲ್ಲ. ಪ್ರತಿಭಟನೆಯಲ್ಲಿ ಮುಖಂಡರಾದ ಹೇಮಂತ್‌ಕುಮಾರ್ ಗೌಡ, ಮೈಲ್ಯಾಕ್ ಅಧ್ಯಕ್ಷ ಎನ್.ವಿ.ಫಣೀಶ್, ನಗರಪಾಲಿಕೆ ಸದಸ್ಯರಾದ ಎಂ.ಯು. ಸುಬ್ಬಯ್ಯ, ಶಿವಕುಮಾರ್, ಪಕ್ಷದ ನಗರ ಪ್ರಧಾನ ಕಾರ್ಯದರ್ಶಿ ಗಿರಿಧರ್, ಜಿಲ್ಲಾ ಎಸ್‌ಸಿ ಮೋರ್ಚಾ ಅಧ್ಯಕ್ಷ, ಕಾರ್ಯದರ್ಶಿ ಚಿಕ್ಕಣ್ಣಮೂರ್ತಿ ಮೊದಲಾದವರು ಪಾಲ್ಗೊಂಡಿದ್ದರು. [287, 517, 876, 655]
story4-caption: ಮೈಸೂರು,ನ.3- ಜಿಲ್ಲಾ ರಾಜ್ಯೋತ್ಸವ ಪ್ರಶಸ್ತಿ ಭಾಜನರಾದ ಹೋಟೆಲ್ ಮಾಲೀಕರ ಸಂಘದ ಅಧ್ಯಕ್ಷ ಸಿ.ನಾರಾಯಣಗೌಡ ಅವರನ್ನು ಜಿಲ್ಲಾ ನಗರದ ಖಾಸಗಿ ಹೋಟೆಲ್‌ನಲ್ಲಿ ಕಲ್ಯಾಣ ಮಂಟಪದ ಮಾಲೀಕರ ಸಂಘದ ವತಿಯಿಂದ ಸನ್ಮಾನಿಸಿ, ಅಭಿನಂದಿಸಲಾಯಿತು. ಈ ಸಂದರ್ಭ ದಲ್ಲಿ ಪದಾಧಿಕಾರಿಗಳು ಮತ್ತು ಸದಸ್ಯರು ಕೆ.ಆರ್.ಸತ್ಯನಾರಾಯಣ, ಯತೀಶ್, ಚಂದ್ರು, ಕಲ್ಯಾಣ ಮಂಟಪದ ಸಂಘದ ವಿನಯ್ ವೆಂಕಟೇಶ್, ಕಾರ್ಯದರ್ಶಿ, ಸ್ವೀಟ್ ಮಹೇಶ್, ಯೋಗಾನ್ ಘೋರ್ಪಡೆ, ತ್ರಿವಿಕ್ರಮ್, ಕಾರ್ತಿಕ್, ವೆಂಕಟೇಶ್, ಶಶಿ, ಶ್ರೀಶ್, ಮನೋಜ್, ಶಿವಣ್ಣ, ನಾಗೇಶ್, ಮೂರ್ತಿ, ಚಂದ್ರು, ಚಂದನ್, ಮಲ್ಲೇಶ್, ಆನಂದಮೂರ್ತಿ, ಅರುಣ್, ಜಗದೀಶ್, ವಿದ್ಯಾಧರ್, ಚಂದ್ರಶೇಖರ್, ಸುಬ್ರಹ್ಮಣ್ಯ, ಸಾವಿತ್ರಿ, ಚಿಕ್ಕ ಕೆಂಪೇಗೌಡ, ಉದಯ್ ಕುಮಾರ್, ಪೇಪರ್ ಬ್ರಹ್ಮಣ್ಣ ಉಪಸ್ಥಿತರಿದ್ದರು. [86, 993, 875, 1072]
divider [84, 760, 891, 761]
central-prison-photo [89, 1182, 285, 1349]
neet-felicitation-photo [1102, 1738, 1480, 1843]
story4-headline: ಜಿಲ್ಲಾ ರಾಜ್ಯೋತ್ಸವ ಪ್ರಶಸ್ತಿ ಪುರಸ್ಕೃತ ನಾರಾಯಣಗೌಡರಿಗೆ ಅಭಿನಂದನೆ [169, 767, 806, 801]
panchanga-line: 4.11.2021 ಗುರುವಾರ, ಮಳೆ ನಕ್ಷತ್ರ : ಸ್ವಾತಿ 23.10.2021 ರಿಂದ 04.11.2021 [571, 2163, 977, 2179]
vatal-protest-photo [1200, 222, 1480, 422]
column-rule [483, 1102, 484, 2280]
story7-body: ಮೈಸೂರು, ನ.3(ಪಿಎಂ)- ಭ್ರಷ್ಟಾಚಾರದ ವಿರುದ್ಧ ಜಾಗೃತಿ ಮೂಡಿಸುವ ಕೇಂದ್ರ ಜಾಗೃತ ಆಯೋಗದ ಜಾಗೃತಿ ಸಪ್ತಾಹದ ಅಂಗವಾಗಿ ಯೂನಿಯನ್ ಬ್ಯಾಂಕ್ ಆಫ್ ಇಂಡಿಯಾ ಉದ್ಯೋಗಿಗಳು ಮೈಸೂರು ಪ್ರಾದೇಶಿಕ ಕಾರ್ಯಾಲಯದ ವತಿಯಿಂದ ಬುಧವಾರ ಜಾಥಾ ನಡೆಸಿದರು. ಭ್ರಷ್ಟಾಚಾರದ ವಿರುದ್ಧ ಜಾಗೃತಿ ಮೂಡಿಸಲು ಸ್ವಾತಂತ್ರ್ಯ ಭಾರತ@75 ಸಮಗ್ರತೆಯೊಂದಿಗೆ ಸ್ವಾವಲಂಬನೆ ಶೀರ್ಷಿಕೆಯಡಿ ಈ ಬಾರಿ ಅ.27ರಿಂದ ನ.2ರವರೆಗೆ ಜಾಗೃತಿ ಸಪ್ತಾಹ ಆಚರಿಸಲು ಕೇಂದ್ರ ಜಾಗೃತ ಆಯೋಗ ಕರೆ ನೀಡಿದ ಹಿನ್ನೆಲೆಯಲ್ಲಿ ಈ ಜಾಥಾ ನಡೆಸಲಾಯಿತು. ಮೈಸೂರಿನ ಬ್ಯಾಂಕ್‌ನ ಪ್ರಾದೇಶಿಕ ಕಚೇರಿ ಆವರಣದಲ್ಲಿ ಬ್ಯಾಂಕಿನ ಮುಖ್ಯ ವಿಚಕ್ಷಣ ಅಧಿಕಾರಿ ಉಮೇಶ್‌ಕುಮಾರ್ ಸಿಂಗ್ ಮತ್ತು ಬ್ಯಾಂಕಿನ ಬೆಂಗಳೂರು ವಲಯ ಕಚೇರಿಯ ಕ್ಷೇತ್ರೀಯ ಪ್ರಧಾನ ವ್ಯವಸ್ಥಾಪಕ ಜಾಥಾಗೆ ಚಾಲನೆ ನೀಡಿದರು. ವಿನೋಬಾ ರಸ್ತೆ, ನಾರಾಯಣಶಾಸ್ತ್ರಿ ರಸ್ತೆ, ದೇವರಾಜ ಅರಸು ರಸ್ತೆ ಮಾರ್ಗವಾಗಿ ಸಾಗಿ ಮತ್ತೆ ಪ್ರಾದೇಶಿಕ ಕಚೇರಿಗೆ ಮರಳಿತು. ಪ್ರಾದೇಶಿಕ ಕಚೇರಿಯ ಉಪ ಪ್ರಾದೇಶಿಕ ವ್ಯವಸ್ಥಾಪಕರಾದ ವಿಜಯ್‌ಕುಮಾರ್, ವಿಜಿಲೆನ್ಸ್ ವಿಭಾಗದ ಮುಖ್ಯಸ್ಥ ಪಿ.ಜಿ.ಭಾಸ್ಕರ್ ಸೇರಿದಂತೆ ಅಧಿಕಾರಿಗಳು ಜಾಥಾದಲ್ಲಿ ಪಾಲ್ಗೊಂಡಿದ್ದರು. [86, 1921, 479, 2146]
radio-box [944, 1954, 1479, 2225]
